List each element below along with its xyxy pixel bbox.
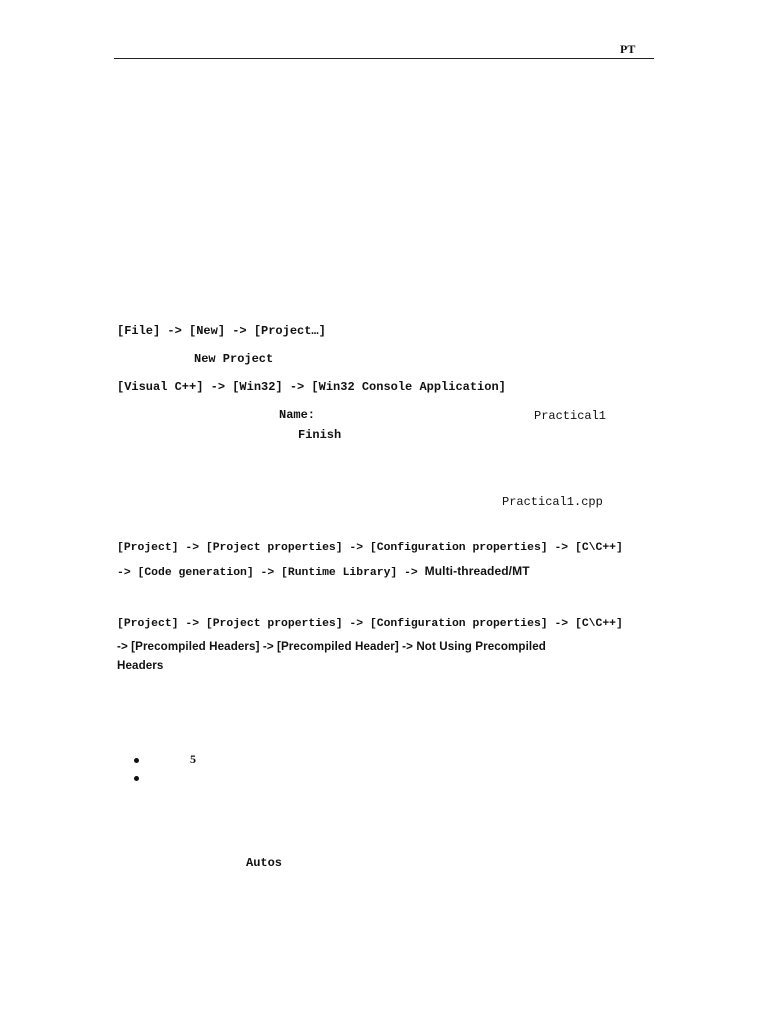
- header-divider: [114, 58, 654, 59]
- precompiled-setting-continuation: Headers: [117, 659, 164, 672]
- header-label: PT: [620, 42, 636, 56]
- runtime-setting-path: -> [Code generation] -> [Runtime Library] ->: [117, 567, 425, 579]
- name-field-label: Name:: [279, 408, 316, 422]
- precompiled-setting-line-3: [117, 656, 163, 674]
- runtime-setting-line-2: [117, 562, 530, 580]
- dialog-title-text: New Project: [194, 352, 274, 366]
- bullet-1-marker: [134, 758, 139, 763]
- finish-label: Finish: [298, 428, 342, 442]
- runtime-library-value: Multi-threaded/MT: [424, 564, 530, 578]
- menu-path-text: [File] -> [New] -> [Project…]: [117, 324, 326, 338]
- bullet-2-marker: [134, 776, 139, 781]
- precompiled-setting-line-2: [117, 637, 546, 655]
- precompiled-setting-path: -> [Precompiled Headers] -> [Precompiled Header] -> Not Using Precompiled: [117, 640, 546, 653]
- bullet-1-text: 5: [190, 752, 196, 766]
- precompiled-setting-line-1: [Project] -> [Project properties] -> [Configuration properties] -> [C\C++]: [117, 618, 623, 630]
- source-file-name: Practical1.cpp: [502, 495, 603, 509]
- project-name-value: Practical1: [534, 409, 607, 423]
- template-path-text: [Visual C++] -> [Win32] -> [Win32 Console Application]: [117, 380, 506, 394]
- runtime-setting-line-1: [Project] -> [Project properties] -> [Configuration properties] -> [C\C++]: [117, 542, 623, 554]
- autos-window-label: Autos: [246, 856, 283, 870]
